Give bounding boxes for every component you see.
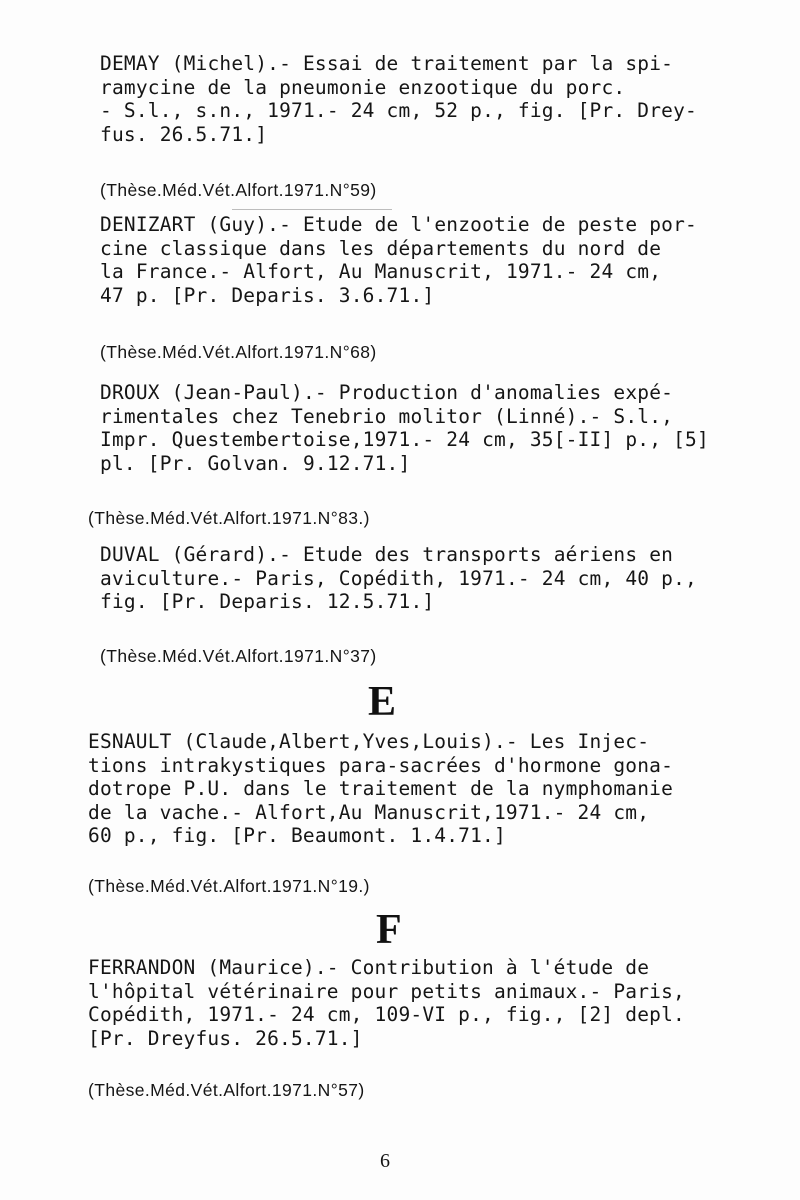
entry-line: - S.l., s.n., 1971.- 24 cm, 52 p., fig. [Pr. Drey- bbox=[100, 99, 697, 122]
entry-line: de la vache.- Alfort,Au Manuscrit,1971.- 24 cm, bbox=[88, 800, 650, 824]
section-letter-e: E bbox=[368, 679, 397, 725]
entry-line: l'hôpital vétérinaire pour petits animaux.- Paris, bbox=[88, 979, 685, 1003]
thesis-reference: (Thèse.Méd.Vét.Alfort.1971.N°37) bbox=[100, 646, 377, 666]
entry-line: dotrope P.U. dans le traitement de la nymphomanie bbox=[88, 777, 674, 800]
entry-line: fig. [Pr. Deparis. 12.5.71.] bbox=[100, 590, 435, 613]
separator-line bbox=[232, 209, 392, 210]
entry-line: DUVAL (Gérard).- Etude des transports aériens en bbox=[100, 543, 674, 566]
entry-line: pl. [Pr. Golvan. 9.12.71.] bbox=[100, 451, 411, 475]
entry-line: DEMAY (Michel).- Essai de traitement par la spi- bbox=[100, 52, 674, 75]
entry-line: [Pr. Dreyfus. 26.5.71.] bbox=[88, 1026, 363, 1050]
entry-line: rimentales chez Tenebrio molitor (Linné).- S.l., bbox=[100, 404, 674, 428]
entry-line: la France.- Alfort, Au Manuscrit, 1971.- 24 cm, bbox=[100, 260, 662, 283]
entry-line: fus. 26.5.71.] bbox=[100, 122, 268, 146]
entry-line: DROUX (Jean-Paul).- Production d'anomalies expé- bbox=[100, 381, 674, 404]
entry-line: FERRANDON (Maurice).- Contribution à l'étude de bbox=[88, 956, 650, 979]
thesis-reference: (Thèse.Méd.Vét.Alfort.1971.N°83.) bbox=[88, 508, 370, 528]
thesis-reference: (Thèse.Méd.Vét.Alfort.1971.N°59) bbox=[100, 180, 377, 200]
entry-line: cine classique dans les départements du nord de bbox=[100, 236, 662, 260]
page-number: 6 bbox=[380, 1150, 390, 1172]
entry-line: tions intrakystiques para-sacrées d'hormone gona- bbox=[88, 753, 674, 777]
section-letter-f: F bbox=[376, 907, 402, 953]
entry-line: 47 p. [Pr. Deparis. 3.6.71.] bbox=[100, 283, 435, 307]
bibliography-entry-duval bbox=[100, 543, 720, 614]
thesis-reference: (Thèse.Méd.Vét.Alfort.1971.N°19.) bbox=[88, 876, 370, 896]
bibliography-entry-droux bbox=[100, 381, 720, 475]
thesis-reference: (Thèse.Méd.Vét.Alfort.1971.N°57) bbox=[88, 1080, 365, 1100]
entry-line: DENIZART (Guy).- Etude de l'enzootie de peste por- bbox=[100, 213, 697, 236]
thesis-reference: (Thèse.Méd.Vét.Alfort.1971.N°68) bbox=[100, 342, 377, 362]
bibliography-entry-demay bbox=[100, 52, 720, 146]
entry-line: ramycine de la pneumonie enzootique du porc. bbox=[100, 75, 626, 99]
entry-line: 60 p., fig. [Pr. Beaumont. 1.4.71.] bbox=[88, 824, 506, 847]
bibliography-entry-denizart bbox=[100, 213, 720, 307]
bibliography-entry-esnault bbox=[88, 730, 728, 848]
entry-line: ESNAULT (Claude,Albert,Yves,Louis).- Les Injec- bbox=[88, 730, 650, 753]
entry-line: Copédith, 1971.- 24 cm, 109-VI p., fig., [2] depl. bbox=[88, 1003, 685, 1026]
bibliography-entry-ferrandon bbox=[88, 956, 728, 1050]
entry-line: aviculture.- Paris, Copédith, 1971.- 24 cm, 40 p., bbox=[100, 566, 697, 590]
entry-line: Impr. Questembertoise,1971.- 24 cm, 35[-II] p., [5] bbox=[100, 428, 709, 451]
